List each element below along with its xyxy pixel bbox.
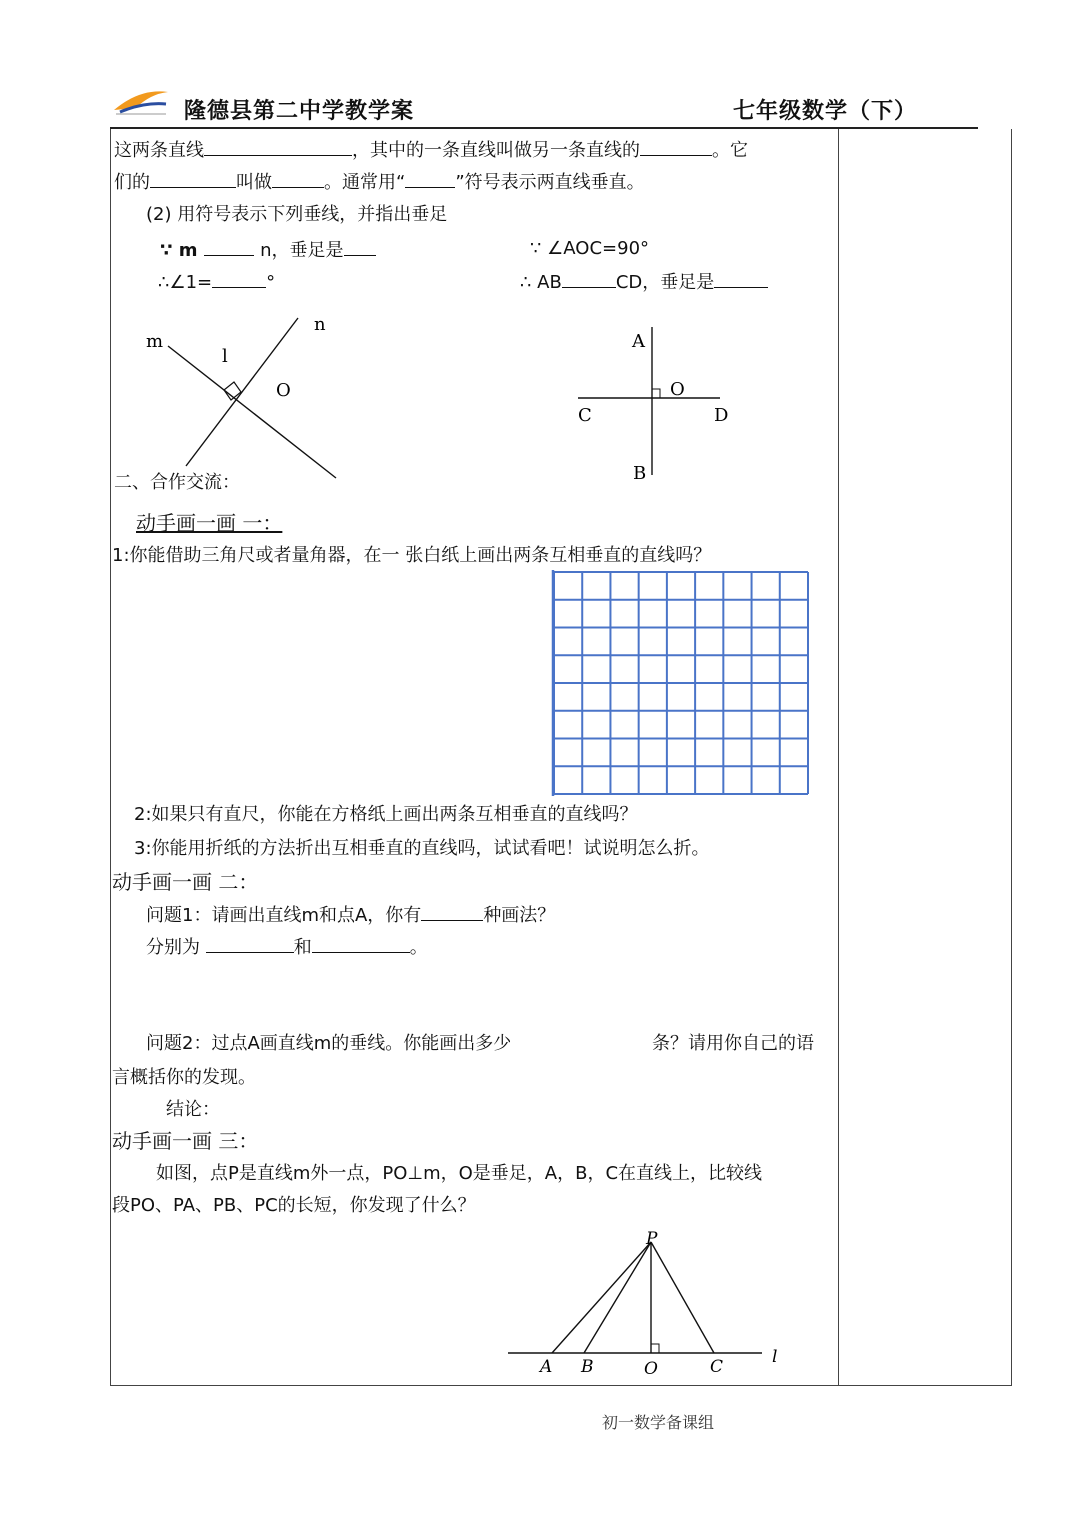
conclusion-label: 结论： [166,1099,220,1120]
school-title: 隆德县第二中学教学案 [184,98,415,124]
problem-1-line-2: 分别为 和 。 [146,934,428,960]
definition-line-1: 这两条直线 ，其中的一条直线叫做另一条直线的 。它 [114,137,748,163]
answer-blank[interactable] [206,934,294,953]
draw-activity-1-title: 动手画一画 一： [136,511,283,535]
school-logo [110,84,172,118]
grid-paper[interactable] [550,570,812,800]
label-l: l [222,346,228,367]
problem-1-line-1: 问题1：请画出直线m和点A，你有 种画法？ [146,902,555,928]
label-b: B [633,463,647,484]
answer-blank[interactable] [272,169,324,188]
label-a: A [540,1357,553,1377]
section-2-title: 二、合作交流： [114,472,240,493]
problem-2-line-1b: 条？请用你自己的语 [652,1033,814,1054]
answer-blank[interactable] [150,169,236,188]
figure-intersecting-lines [140,310,360,485]
header-rule [110,127,978,129]
figure-point-to-line [500,1226,790,1384]
answer-blank[interactable] [714,269,768,288]
definition-line-2: 们的 叫做 。通常用“ ”符号表示两直线垂直。 [114,169,645,195]
label-o: O [276,380,291,401]
grade-label: 七年级数学（下） [733,98,918,124]
activity-1-item-2: 2:如果只有直尺，你能在方格纸上画出两条互相垂直的直线吗？ [134,804,638,825]
problem-2-line-2: 言概括你的发现。 [112,1067,256,1088]
activity-1-item-3: 3:你能用折纸的方法折出互相垂直的直线吗，试试看吧！试说明怎么折。 [134,838,710,859]
label-o: O [644,1359,658,1379]
answer-blank[interactable] [421,902,483,921]
draw-activity-2-title: 动手画一画 二： [112,870,259,894]
problem-2-line-1a: 问题2：过点A画直线m的垂线。你能画出多少 [146,1033,512,1054]
label-o: O [670,379,685,400]
question-2: (2) 用符号表示下列垂线，并指出垂足 [146,204,448,225]
answer-blank[interactable] [344,237,376,256]
draw-activity-3-title: 动手画一画 三： [112,1129,259,1153]
answer-blank[interactable] [405,169,455,188]
answer-blank[interactable] [204,237,254,256]
label-c: C [710,1357,724,1377]
problem-3-line-1: 如图，点P是直线m外一点，PO⊥m，O是垂足，A，B，C在直线上，比较线 [156,1163,763,1184]
answer-blank[interactable] [212,269,266,288]
label-l: l [772,1347,778,1367]
answer-blank[interactable] [640,137,712,156]
label-c: C [578,405,592,426]
answer-blank[interactable] [312,934,410,953]
activity-1-item-1: 1:你能借助三角尺或者量角器，在一 张白纸上画出两条互相垂直的直线吗？ [112,545,712,566]
because-line-1: ∵ m n，垂足是 [160,237,376,263]
answer-blank[interactable] [562,269,616,288]
page-footer: 初一数学备课组 [602,1413,715,1432]
because-line-2: ∵ ∠AOC=90° [530,238,650,259]
label-m: m [146,331,164,352]
label-a: A [632,331,645,352]
label-p: P [646,1229,658,1249]
therefore-line-1: ∴∠1= ° [158,269,275,295]
answer-blank[interactable] [204,137,352,156]
label-n: n [314,314,326,335]
problem-3-line-2: 段PO、PA、PB、PC的长短，你发现了什么？ [112,1195,476,1216]
label-b: B [581,1357,594,1377]
therefore-line-2: ∴ AB CD，垂足是 [520,269,768,295]
label-d: D [714,405,729,426]
figure-perpendicular-ab-cd [570,325,740,485]
